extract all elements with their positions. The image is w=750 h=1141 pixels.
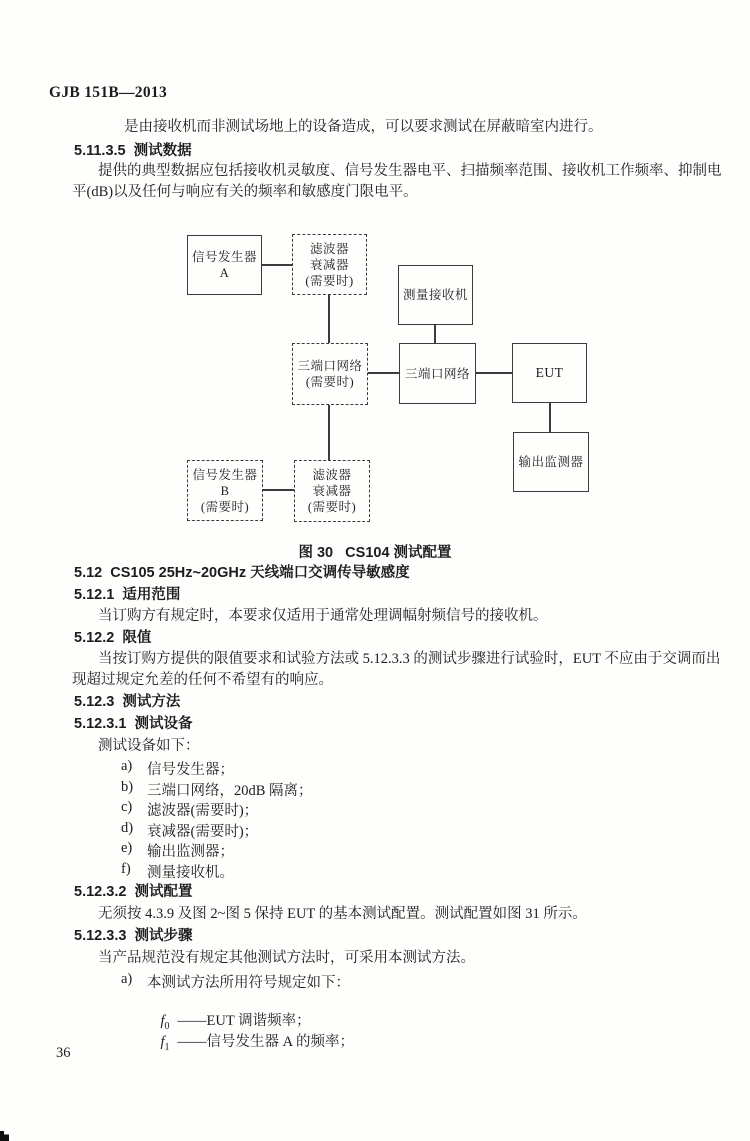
equipment-list-item <box>121 820 258 841</box>
section-heading-5-12-3-1: 5.12.3.1 测试设备 <box>74 716 193 732</box>
list-item-letter: b) <box>121 779 134 795</box>
list-item-text: 衰减器(需要时)； <box>147 824 259 840</box>
equipment-list-item <box>121 861 234 882</box>
section-heading-5-12-3-3: 5.12.3.3 测试步骤 <box>74 928 193 944</box>
symbol-description: ——信号发生器 A 的频率； <box>177 1034 354 1050</box>
paragraph-5-12-1: 当订购方有规定时，本要求仅适用于通常处理调幅射频信号的接收机。 <box>98 608 548 624</box>
section-heading-5-12-3-2: 5.12.3.2 测试配置 <box>74 884 193 900</box>
symbol-subscript: 1 <box>164 1041 170 1053</box>
connector-line <box>262 264 292 266</box>
list-item-text: 滤波器(需要时)； <box>147 803 259 819</box>
diagram-box-three-port-network-optional <box>292 343 368 405</box>
equipment-list-item <box>121 758 234 779</box>
diagram-box-measurement-receiver <box>398 265 473 325</box>
scan-artifact-mark <box>0 1131 9 1141</box>
list-item-text: 测量接收机。 <box>147 865 234 881</box>
box-label: 衰减器 <box>309 257 349 272</box>
connector-line <box>328 405 330 460</box>
section-heading-5-12-1: 5.12.1 适用范围 <box>74 587 181 603</box>
box-label: 三端口网络 <box>297 359 363 373</box>
paragraph-5-12-3-1: 测试设备如下： <box>98 738 200 754</box>
section-heading-5-12-3: 5.12.3 测试方法 <box>74 694 181 710</box>
connector-line <box>434 325 436 343</box>
symbol-definition-f1 <box>146 1013 354 1070</box>
equipment-list-item <box>121 840 234 861</box>
paragraph-5-12-2-line1: 当按订购方提供的限值要求和试验方法或 5.12.3.3 的测试步骤进行试验时，EUT 不应由于交调而出 <box>98 651 721 667</box>
box-label: 输出监测器 <box>518 455 584 469</box>
section-heading-5-12: 5.12 CS105 25Hz~20GHz 天线端口交调传导敏感度 <box>74 565 410 581</box>
symbol-f: f <box>160 1034 165 1050</box>
list-item-text: 信号发生器； <box>147 762 234 778</box>
section-heading-5-11-3-5: 5.11.3.5 测试数据 <box>74 143 192 159</box>
paragraph-5-11-3-5-line1: 提供的典型数据应包括接收机灵敏度、信号发生器电平、扫描频率范围、接收机工作频率、抑制电 <box>98 163 722 179</box>
box-label: 衰减器 <box>312 484 352 498</box>
list-item-text: 本测试方法所用符号规定如下： <box>147 975 350 991</box>
paragraph-5-11-3-5-line2: 平(dB)以及任何与响应有关的频率和敏感度门限电平。 <box>72 184 418 200</box>
symbol-f: f <box>160 1013 165 1029</box>
diagram-box-filter-attenuator-top <box>292 234 367 295</box>
symbol-description: ——EUT 调谐频率； <box>177 1013 311 1029</box>
page-number: 36 <box>56 1045 71 1061</box>
box-label: 测量接收机 <box>402 288 468 302</box>
box-label: EUT <box>535 365 564 380</box>
diagram-box-output-monitor <box>513 432 589 492</box>
box-label: 信号发生器 A <box>191 250 257 280</box>
diagram-box-signal-generator-b <box>187 460 263 521</box>
list-item-text: 三端口网络，20dB 隔离； <box>147 783 313 799</box>
connector-line <box>328 295 330 343</box>
steps-list-item-a <box>121 971 350 992</box>
list-item-letter: f) <box>121 861 131 877</box>
list-item-text: 输出监测器； <box>147 844 234 860</box>
diagram-box-filter-attenuator-bottom <box>294 460 370 522</box>
connector-line <box>476 372 512 374</box>
connector-line <box>368 372 399 374</box>
box-label: 滤波器 <box>309 241 349 256</box>
list-item-letter: e) <box>121 840 133 856</box>
connector-line <box>263 489 294 491</box>
box-label: (需要时) <box>305 273 354 288</box>
equipment-list-item <box>121 799 258 820</box>
list-item-letter: a) <box>121 758 133 774</box>
paragraph-5-12-3-3: 当产品规范没有规定其他测试方法时，可采用本测试方法。 <box>98 950 475 966</box>
diagram-box-eut <box>512 343 587 403</box>
box-label: (需要时) <box>200 499 250 514</box>
list-item-letter: d) <box>121 820 134 836</box>
paragraph-5-12-3-2: 无须按 4.3.9 及图 2~图 5 保持 EUT 的基本测试配置。测试配置如图 31 所示。 <box>98 906 587 922</box>
list-item-letter: a) <box>121 971 133 987</box>
standard-number-header: GJB 151B—2013 <box>49 84 168 101</box>
equipment-list-item <box>121 779 313 800</box>
figure-30-caption: 图 30 CS104 测试配置 <box>298 545 452 561</box>
diagram-box-three-port-network <box>399 343 476 404</box>
box-label: 滤波器 <box>312 468 352 482</box>
symbol-subscript: 0 <box>164 1020 170 1032</box>
list-item-letter: c) <box>121 799 133 815</box>
box-label: (需要时) <box>307 500 357 514</box>
box-label: 信号发生器 B <box>192 467 258 498</box>
diagram-box-signal-generator-a <box>187 235 262 295</box>
box-label: (需要时) <box>305 375 355 389</box>
paragraph-intro: 是由接收机而非测试场地上的设备造成，可以要求测试在屏蔽暗室内进行。 <box>124 119 603 135</box>
box-label: 三端口网络 <box>404 366 470 381</box>
section-heading-5-12-2: 5.12.2 限值 <box>74 630 152 646</box>
paragraph-5-12-2-line2: 现超过规定允差的任何不希望有的响应。 <box>72 672 333 688</box>
connector-line <box>549 403 551 432</box>
